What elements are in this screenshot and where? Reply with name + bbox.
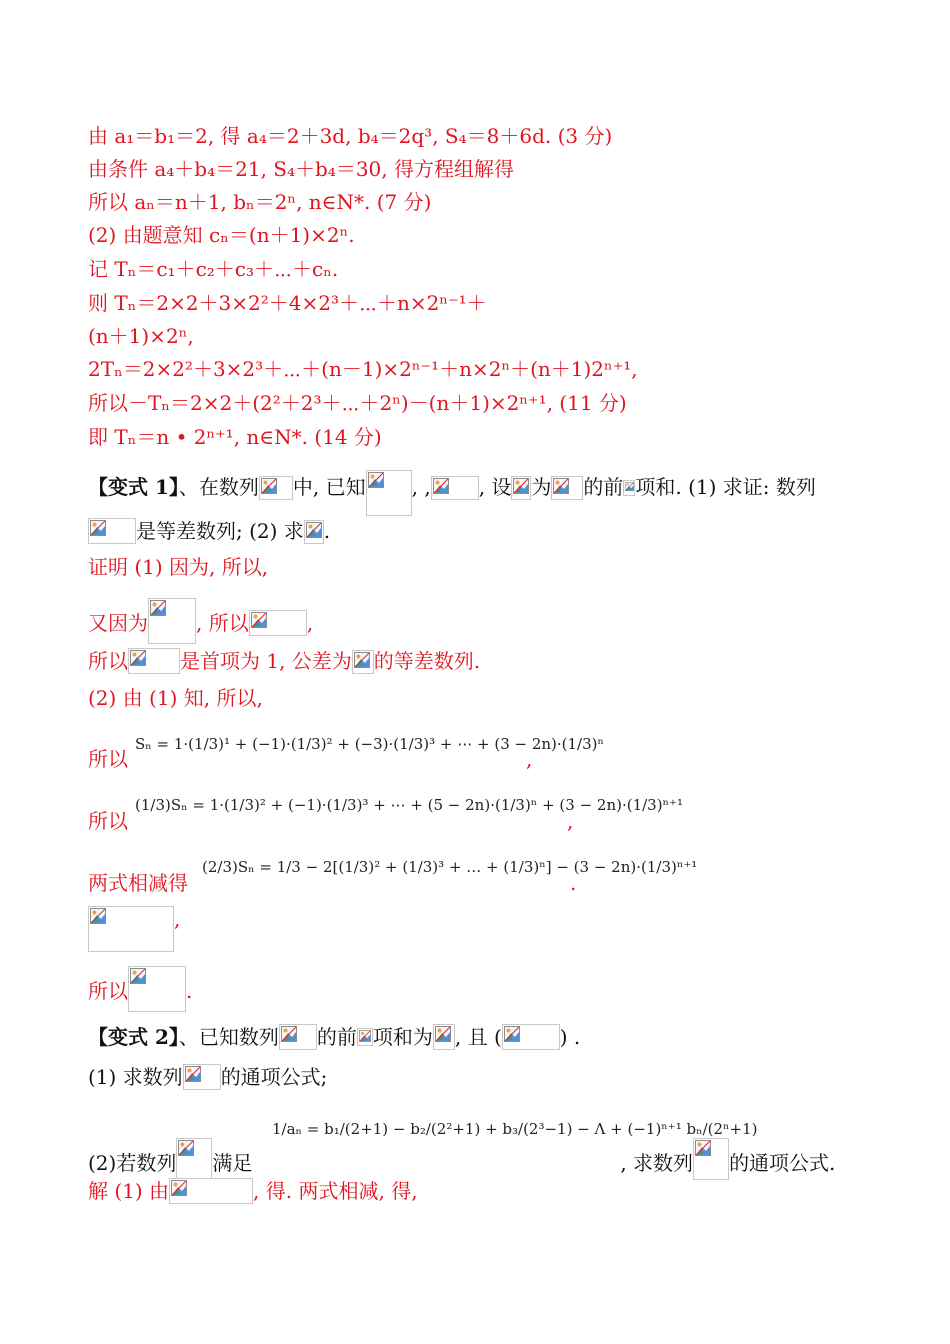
broken-image-icon <box>128 648 180 674</box>
variant2-question-2 <box>88 1138 835 1180</box>
text: 满足 <box>212 1151 253 1175</box>
broken-image-icon <box>259 476 293 500</box>
variant2-title: 【变式 2】 <box>88 1025 179 1049</box>
text: , 所以 <box>196 611 249 635</box>
text: 项和. (1) 求证: 数列 <box>635 475 816 499</box>
solution-line-4: (2) 由题意知 cₙ＝(n＋1)×2ⁿ. <box>88 223 355 247</box>
text: , <box>174 907 181 931</box>
text: 的通项公式; <box>220 1065 328 1089</box>
text: , <box>306 611 314 635</box>
variant1-proof-6-label: 所以 <box>88 809 128 833</box>
text: ) . <box>559 1025 581 1049</box>
broken-image-icon <box>304 520 324 544</box>
formula-two-thirds-sn <box>202 858 697 876</box>
formula-sn <box>135 735 604 753</box>
solution-line-3: 所以 aₙ＝n＋1, bₙ＝2ⁿ, n∈N*. (7 分) <box>88 190 432 214</box>
solution-line-5: 记 Tₙ＝c₁＋c₂＋c₃＋⋯＋cₙ. <box>88 257 339 281</box>
punct: . <box>570 871 577 895</box>
broken-image-icon <box>431 476 479 500</box>
solution-line-7: (n＋1)×2ⁿ, <box>88 324 194 348</box>
text: 又因为 <box>88 611 148 635</box>
broken-image-icon <box>433 1024 455 1050</box>
solution-line-9: 所以－Tₙ＝2×2＋(2²＋2³＋⋯＋2ⁿ)－(n＋1)×2ⁿ⁺¹, (11 分) <box>88 391 627 415</box>
variant1-proof-3 <box>88 648 480 674</box>
solution-line-10: 即 Tₙ＝n • 2ⁿ⁺¹, n∈N*. (14 分) <box>88 425 382 449</box>
formula-bn-condition <box>272 1120 758 1138</box>
formula-text: Sₙ = 1·(1/3)¹ + (−1)·(1/3)² + (−3)·(1/3)³ + ⋯ + (3 − 2n)·(1/3)ⁿ <box>135 735 604 753</box>
variant2-question-1 <box>88 1064 327 1090</box>
formula-text: (1/3)Sₙ = 1·(1/3)² + (−1)·(1/3)³ + ⋯ + (5 − 2n)·(1/3)ⁿ + (3 − 2n)·(1/3)ⁿ⁺¹ <box>135 796 683 814</box>
solution-line-2: 由条件 a₄＋b₄＝21, S₄＋b₄＝30, 得方程组解得 <box>88 157 514 181</box>
text: 解 (1) 由 <box>88 1179 170 1203</box>
broken-image-icon <box>88 518 136 544</box>
text: 的前 <box>316 1025 357 1049</box>
text: 项和为 <box>372 1025 433 1049</box>
formula-third-sn <box>135 796 683 814</box>
text: , 得. 两式相减, 得, <box>253 1179 418 1203</box>
text: (1) 求数列 <box>88 1065 183 1089</box>
variant1-statement-line2 <box>88 518 330 544</box>
text: (2)若数列 <box>88 1151 177 1175</box>
solution-line-6: 则 Tₙ＝2×2＋3×2²＋4×2³＋⋯＋n×2ⁿ⁻¹＋ <box>88 291 487 315</box>
broken-image-icon <box>511 476 531 500</box>
broken-image-icon <box>623 480 635 496</box>
text: 所以 <box>88 649 128 673</box>
variant1-proof-2 <box>88 598 313 644</box>
variant1-proof-7-label: 两式相减得 <box>88 871 188 895</box>
text: 、已知数列 <box>178 1025 279 1049</box>
text: , 设 <box>478 475 512 499</box>
variant1-proof-4: (2) 由 (1) 知, 所以, <box>88 686 263 710</box>
text: . <box>323 519 331 543</box>
broken-image-icon <box>279 1024 317 1050</box>
variant2-statement <box>88 1024 580 1050</box>
punct: , <box>567 809 574 833</box>
text: 所以 <box>88 979 128 1003</box>
broken-image-icon <box>176 1138 212 1180</box>
text: , 求数列 <box>620 1151 694 1175</box>
broken-image-icon <box>128 966 186 1012</box>
text: , , <box>411 475 431 499</box>
variant1-proof-8 <box>88 906 180 952</box>
formula-text: 1/aₙ = b₁/(2+1) − b₂/(2²+1) + b₃/(2³−1) − Λ + (−1)ⁿ⁺¹ bₙ/(2ⁿ+1) <box>272 1120 758 1138</box>
text: 是首项为 1, 公差为 <box>180 649 352 673</box>
text: 、在数列 <box>178 475 259 499</box>
variant1-title: 【变式 1】 <box>88 475 179 499</box>
text: 中, 已知 <box>292 475 366 499</box>
solution-line-1: 由 a₁＝b₁＝2, 得 a₄＝2＋3d, b₄＝2q³, S₄＝8＋6d. (3 分) <box>88 124 613 148</box>
broken-image-icon <box>502 1024 560 1050</box>
broken-image-icon <box>693 1138 729 1180</box>
text: , 且 ( <box>454 1025 502 1049</box>
variant1-proof-9 <box>88 966 192 1012</box>
text: 的通项公式. <box>729 1151 836 1175</box>
broken-image-icon <box>148 598 196 644</box>
broken-image-icon <box>366 470 412 516</box>
broken-image-icon <box>551 476 583 500</box>
broken-image-icon <box>249 610 307 636</box>
broken-image-icon <box>183 1064 221 1090</box>
formula-text: (2/3)Sₙ = 1/3 − 2[(1/3)² + (1/3)³ + … + (1/3)ⁿ] − (3 − 2n)·(1/3)ⁿ⁺¹ <box>202 858 698 876</box>
broken-image-icon <box>88 906 174 952</box>
variant1-statement-line1 <box>88 470 816 516</box>
text: . <box>186 979 193 1003</box>
broken-image-icon <box>352 650 374 674</box>
solution-line-8: 2Tₙ＝2×2²＋3×2³＋⋯＋(n－1)×2ⁿ⁻¹＋n×2ⁿ＋(n＋1)2ⁿ⁺¹, <box>88 357 638 381</box>
text: 是等差数列; (2) 求 <box>136 519 304 543</box>
broken-image-icon <box>357 1028 373 1046</box>
variant2-solution-1 <box>88 1178 418 1204</box>
text: 为 <box>531 475 552 499</box>
broken-image-icon <box>169 1178 253 1204</box>
variant1-proof-1: 证明 (1) 因为, 所以, <box>88 555 269 579</box>
text: 的等差数列. <box>373 649 481 673</box>
variant1-proof-5-label: 所以 <box>88 747 128 771</box>
text: 的前 <box>583 475 624 499</box>
punct: , <box>526 747 533 771</box>
